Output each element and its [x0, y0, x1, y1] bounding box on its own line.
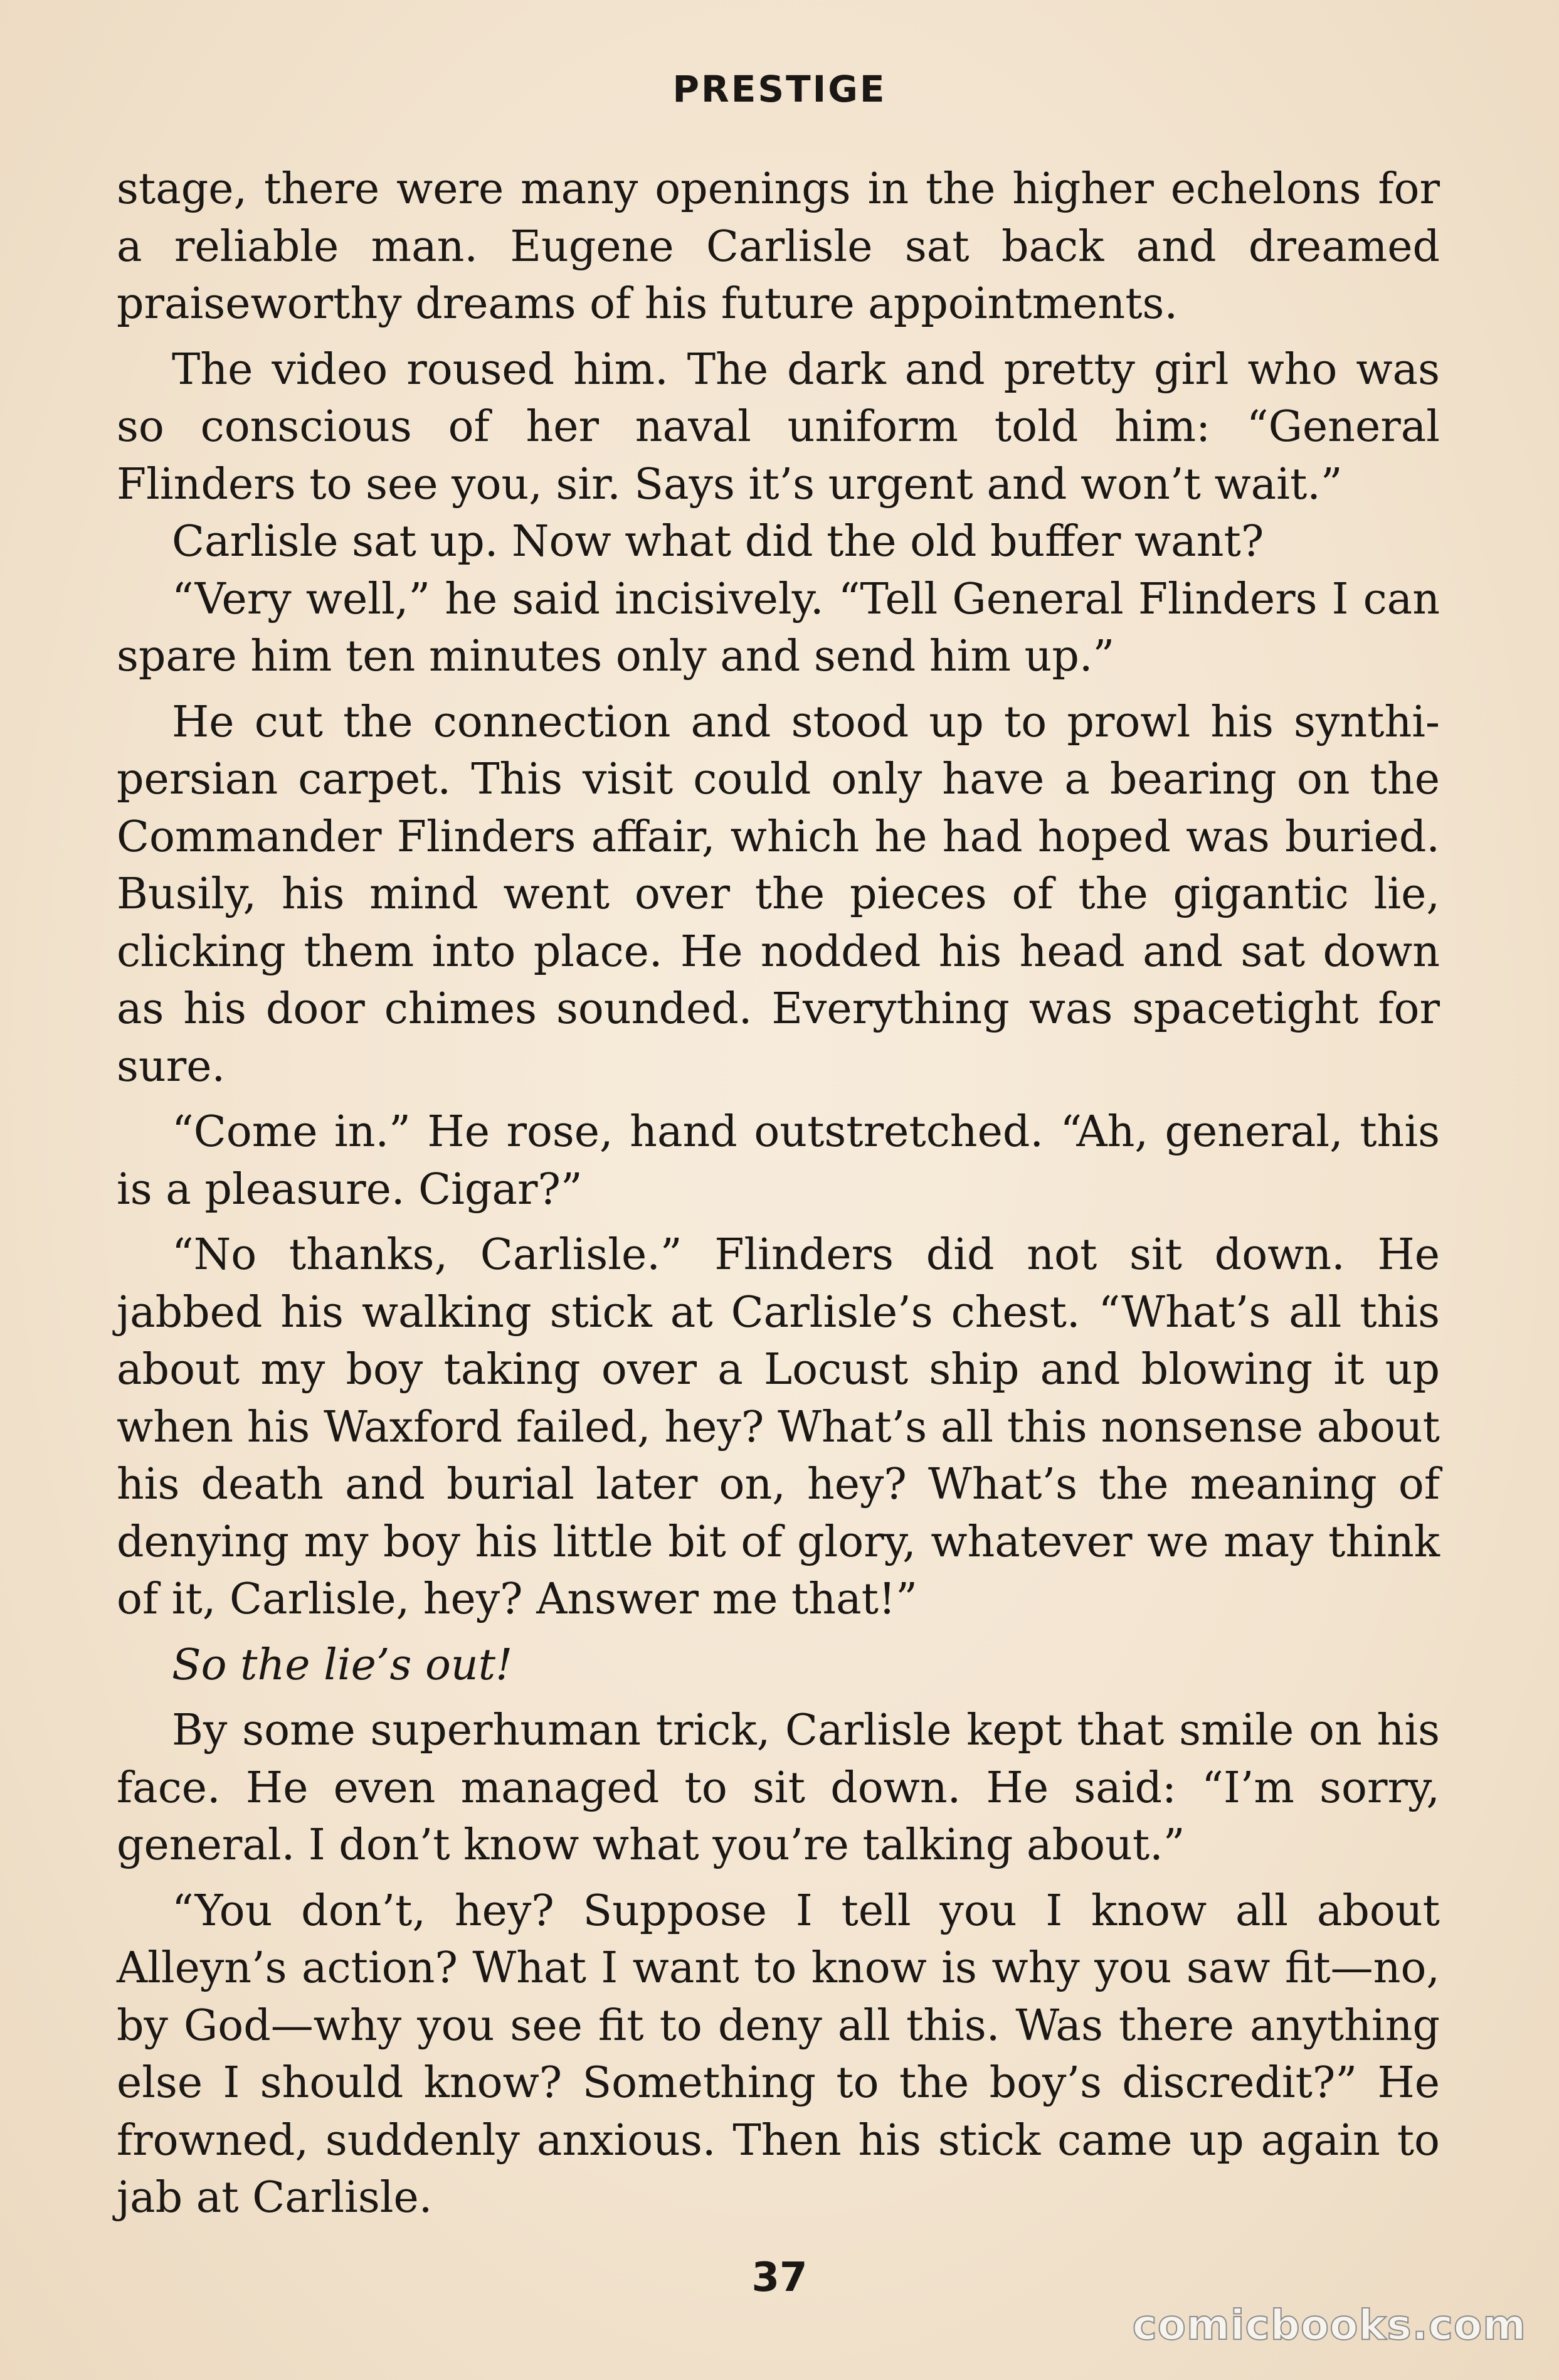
- paragraph: “Come in.” He rose, hand outstretched. “Ah, general, this is a pleasure. Cigar?”: [117, 1107, 1440, 1214]
- watermark-logo: comicbooks.com: [1132, 2301, 1526, 2349]
- running-head: PRESTIGE: [672, 68, 887, 110]
- page-number: 37: [751, 2255, 808, 2301]
- paragraph: By some superhuman trick, Carlisle kept that smile on his face. He even managed to sit down. He said: “I’m sorry, general. I don’t know what you’re talking about.”: [117, 1706, 1440, 1870]
- paragraph: “Very well,” he said incisively. “Tell General Flinders I can spare him ten minutes only and send him up.”: [117, 574, 1440, 681]
- paragraph-italic: So the lie’s out!: [172, 1640, 513, 1690]
- paragraph: Carlisle sat up. Now what did the old buffer want?: [172, 517, 1264, 566]
- body-text: [117, 161, 1440, 2235]
- paragraph: “You don’t, hey? Suppose I tell you I know all about Alleyn’s action? What I want to know is why you saw fit—no, by God—why you see fit to deny all this. Was there anything else I should know? Something to the boy’s discredit?” He frowned, suddenly anxious. Then his stick came up again to jab at Carlisle.: [117, 1886, 1440, 2223]
- paragraph: He cut the connection and stood up to prowl his synthi-persian carpet. This visit could only have a bearing on the Commander Flinders affair, which he had hoped was buried. Busily, his mind went over the pieces of the gigantic lie, clicking them into place. He nodded his head and sat down as his door chimes sounded. Everything was spacetight for sure.: [117, 697, 1440, 1092]
- paragraph: The video roused him. The dark and pretty girl who was so conscious of her naval uniform told him: “General Flinders to see you, sir. Says it’s urgent and won’t wait.”: [117, 344, 1440, 509]
- paragraph: “No thanks, Carlisle.” Flinders did not sit down. He jabbed his walking stick at Carlisle’s chest. “What’s all this about my boy taking over a Locust ship and blowing it up when his Waxford failed, hey? What’s all this nonsense about his death and burial later on, hey? What’s the meaning of denying my boy his little bit of glory, whatever we may think of it, Carlisle, hey? Answer me that!”: [117, 1230, 1440, 1624]
- paragraph: stage, there were many openings in the higher echelons for a reliable man. Eugene Carlisle sat back and dreamed praiseworthy dreams of his future appointments.: [117, 164, 1440, 329]
